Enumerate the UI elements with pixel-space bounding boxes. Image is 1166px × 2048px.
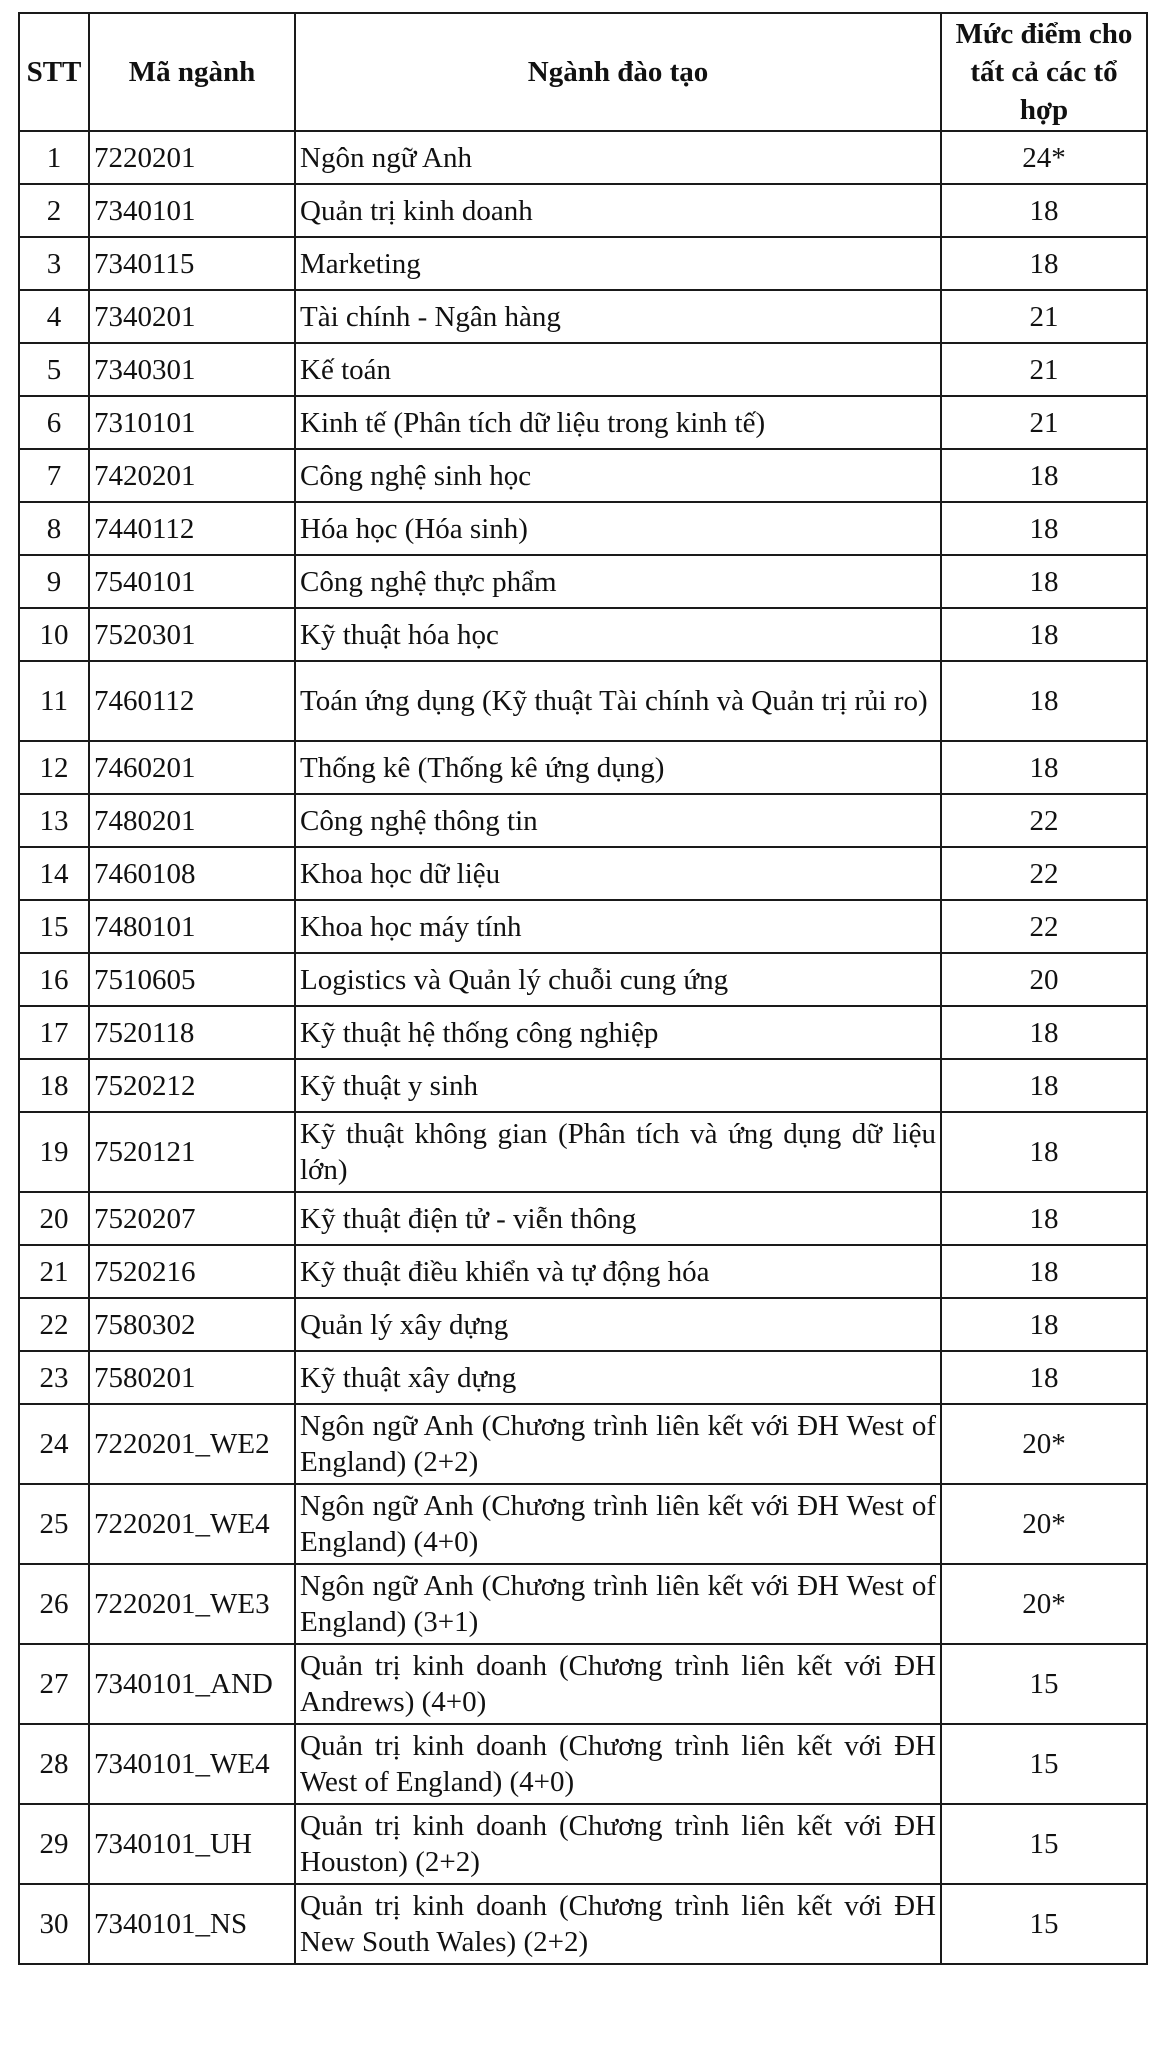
header-stt: STT	[19, 13, 89, 131]
row-code: 7510605	[89, 953, 295, 1006]
row-program: Quản trị kinh doanh (Chương trình liên kết với ĐH West of England) (4+0)	[295, 1724, 941, 1804]
row-program: Công nghệ thông tin	[295, 794, 941, 847]
row-score: 18	[941, 1059, 1147, 1112]
row-program: Quản trị kinh doanh (Chương trình liên kết với ĐH Houston) (2+2)	[295, 1804, 941, 1884]
row-score: 15	[941, 1804, 1147, 1884]
row-code: 7310101	[89, 396, 295, 449]
row-score: 18	[941, 1192, 1147, 1245]
row-code: 7340101_AND	[89, 1644, 295, 1724]
row-code: 7520121	[89, 1112, 295, 1192]
row-stt: 14	[19, 847, 89, 900]
table-header-row	[19, 13, 1147, 131]
table-row	[19, 900, 1147, 953]
row-score: 15	[941, 1884, 1147, 1964]
table-row	[19, 449, 1147, 502]
row-code: 7340201	[89, 290, 295, 343]
row-stt: 29	[19, 1804, 89, 1884]
row-score: 18	[941, 237, 1147, 290]
row-score: 21	[941, 396, 1147, 449]
table-row	[19, 794, 1147, 847]
row-stt: 26	[19, 1564, 89, 1644]
row-code: 7220201_WE4	[89, 1484, 295, 1564]
row-program: Kỹ thuật điện tử - viễn thông	[295, 1192, 941, 1245]
row-code: 7220201_WE2	[89, 1404, 295, 1484]
row-score: 22	[941, 847, 1147, 900]
row-score: 18	[941, 1245, 1147, 1298]
row-score: 20	[941, 953, 1147, 1006]
row-program: Công nghệ thực phẩm	[295, 555, 941, 608]
row-score: 15	[941, 1644, 1147, 1724]
row-score: 20*	[941, 1484, 1147, 1564]
row-score: 18	[941, 449, 1147, 502]
table-row	[19, 1112, 1147, 1192]
table-row	[19, 1484, 1147, 1564]
table-row	[19, 1884, 1147, 1964]
row-code: 7520212	[89, 1059, 295, 1112]
row-stt: 1	[19, 131, 89, 184]
row-program: Tài chính - Ngân hàng	[295, 290, 941, 343]
row-code: 7580201	[89, 1351, 295, 1404]
row-code: 7480101	[89, 900, 295, 953]
row-program: Kỹ thuật hóa học	[295, 608, 941, 661]
header-program: Ngành đào tạo	[295, 13, 941, 131]
row-program: Kỹ thuật xây dựng	[295, 1351, 941, 1404]
row-score: 18	[941, 1298, 1147, 1351]
row-score: 15	[941, 1724, 1147, 1804]
table-row	[19, 1006, 1147, 1059]
row-stt: 7	[19, 449, 89, 502]
row-program: Quản lý xây dựng	[295, 1298, 941, 1351]
row-stt: 23	[19, 1351, 89, 1404]
row-stt: 24	[19, 1404, 89, 1484]
row-score: 21	[941, 290, 1147, 343]
row-code: 7460108	[89, 847, 295, 900]
row-program: Kỹ thuật không gian (Phân tích và ứng dụng dữ liệu lớn)	[295, 1112, 941, 1192]
row-stt: 20	[19, 1192, 89, 1245]
row-program: Kế toán	[295, 343, 941, 396]
row-code: 7220201	[89, 131, 295, 184]
table-row	[19, 555, 1147, 608]
table-row	[19, 741, 1147, 794]
table-row	[19, 1351, 1147, 1404]
row-stt: 5	[19, 343, 89, 396]
table-row	[19, 1404, 1147, 1484]
header-score: Mức điểm cho tất cả các tổ hợp	[941, 13, 1147, 131]
row-stt: 9	[19, 555, 89, 608]
table-row	[19, 237, 1147, 290]
table-row	[19, 1564, 1147, 1644]
row-stt: 3	[19, 237, 89, 290]
table-row	[19, 1644, 1147, 1724]
row-score: 18	[941, 1351, 1147, 1404]
row-score: 18	[941, 661, 1147, 741]
row-code: 7340115	[89, 237, 295, 290]
row-score: 22	[941, 900, 1147, 953]
table-row	[19, 1724, 1147, 1804]
row-program: Khoa học dữ liệu	[295, 847, 941, 900]
row-program: Quản trị kinh doanh (Chương trình liên kết với ĐH Andrews) (4+0)	[295, 1644, 941, 1724]
row-stt: 12	[19, 741, 89, 794]
row-code: 7460201	[89, 741, 295, 794]
row-score: 20*	[941, 1404, 1147, 1484]
table-row	[19, 661, 1147, 741]
row-score: 18	[941, 1112, 1147, 1192]
row-code: 7340101_UH	[89, 1804, 295, 1884]
admission-score-table	[18, 12, 1148, 1965]
header-code: Mã ngành	[89, 13, 295, 131]
row-code: 7220201_WE3	[89, 1564, 295, 1644]
table-row	[19, 608, 1147, 661]
table-row	[19, 396, 1147, 449]
row-program: Ngôn ngữ Anh	[295, 131, 941, 184]
row-stt: 27	[19, 1644, 89, 1724]
row-score: 18	[941, 184, 1147, 237]
row-program: Kỹ thuật y sinh	[295, 1059, 941, 1112]
row-program: Toán ứng dụng (Kỹ thuật Tài chính và Quản trị rủi ro)	[295, 661, 941, 741]
row-code: 7420201	[89, 449, 295, 502]
row-program: Thống kê (Thống kê ứng dụng)	[295, 741, 941, 794]
table-row	[19, 1192, 1147, 1245]
row-stt: 8	[19, 502, 89, 555]
table-row	[19, 847, 1147, 900]
row-program: Kinh tế (Phân tích dữ liệu trong kinh tế)	[295, 396, 941, 449]
row-code: 7480201	[89, 794, 295, 847]
row-stt: 6	[19, 396, 89, 449]
table-row	[19, 953, 1147, 1006]
row-stt: 4	[19, 290, 89, 343]
row-code: 7340101	[89, 184, 295, 237]
table-row	[19, 502, 1147, 555]
row-stt: 22	[19, 1298, 89, 1351]
row-code: 7580302	[89, 1298, 295, 1351]
table-row	[19, 290, 1147, 343]
row-program: Ngôn ngữ Anh (Chương trình liên kết với ĐH West of England) (4+0)	[295, 1484, 941, 1564]
row-stt: 17	[19, 1006, 89, 1059]
row-program: Quản trị kinh doanh	[295, 184, 941, 237]
table-row	[19, 1804, 1147, 1884]
row-program: Marketing	[295, 237, 941, 290]
row-score: 21	[941, 343, 1147, 396]
row-program: Ngôn ngữ Anh (Chương trình liên kết với ĐH West of England) (2+2)	[295, 1404, 941, 1484]
row-code: 7540101	[89, 555, 295, 608]
row-score: 22	[941, 794, 1147, 847]
row-score: 20*	[941, 1564, 1147, 1644]
row-program: Ngôn ngữ Anh (Chương trình liên kết với ĐH West of England) (3+1)	[295, 1564, 941, 1644]
row-stt: 16	[19, 953, 89, 1006]
row-code: 7340101_WE4	[89, 1724, 295, 1804]
row-code: 7520118	[89, 1006, 295, 1059]
table-row	[19, 131, 1147, 184]
row-stt: 25	[19, 1484, 89, 1564]
row-stt: 18	[19, 1059, 89, 1112]
row-program: Công nghệ sinh học	[295, 449, 941, 502]
row-program: Logistics và Quản lý chuỗi cung ứng	[295, 953, 941, 1006]
row-code: 7340101_NS	[89, 1884, 295, 1964]
row-code: 7340301	[89, 343, 295, 396]
row-code: 7440112	[89, 502, 295, 555]
row-code: 7520216	[89, 1245, 295, 1298]
table-row	[19, 184, 1147, 237]
row-program: Kỹ thuật điều khiển và tự động hóa	[295, 1245, 941, 1298]
row-program: Kỹ thuật hệ thống công nghiệp	[295, 1006, 941, 1059]
row-score: 18	[941, 1006, 1147, 1059]
row-program: Hóa học (Hóa sinh)	[295, 502, 941, 555]
row-program: Khoa học máy tính	[295, 900, 941, 953]
row-stt: 28	[19, 1724, 89, 1804]
row-stt: 19	[19, 1112, 89, 1192]
table-row	[19, 343, 1147, 396]
row-stt: 10	[19, 608, 89, 661]
table-row	[19, 1298, 1147, 1351]
row-score: 18	[941, 502, 1147, 555]
row-stt: 21	[19, 1245, 89, 1298]
row-score: 24*	[941, 131, 1147, 184]
row-stt: 13	[19, 794, 89, 847]
row-stt: 2	[19, 184, 89, 237]
row-program: Quản trị kinh doanh (Chương trình liên kết với ĐH New South Wales) (2+2)	[295, 1884, 941, 1964]
table-row	[19, 1059, 1147, 1112]
row-score: 18	[941, 555, 1147, 608]
row-stt: 11	[19, 661, 89, 741]
row-code: 7520207	[89, 1192, 295, 1245]
row-code: 7460112	[89, 661, 295, 741]
row-score: 18	[941, 741, 1147, 794]
row-code: 7520301	[89, 608, 295, 661]
row-stt: 15	[19, 900, 89, 953]
table-row	[19, 1245, 1147, 1298]
row-stt: 30	[19, 1884, 89, 1964]
row-score: 18	[941, 608, 1147, 661]
